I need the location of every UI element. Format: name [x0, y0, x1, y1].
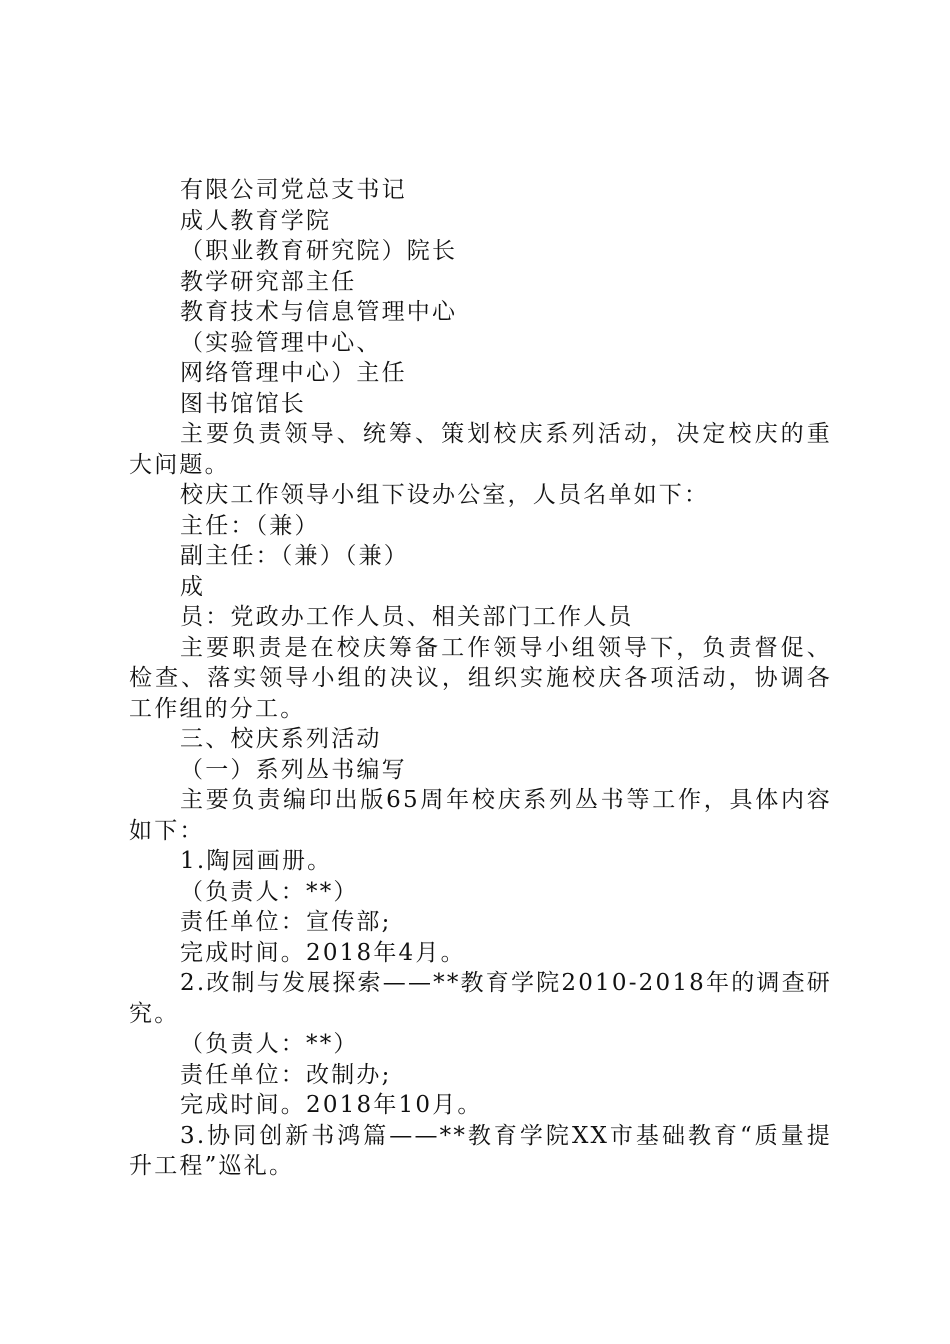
document-body	[129, 175, 832, 1182]
paragraph-27: 3.协同创新书鸿篇——**教育学院XX市基础教育“质量提升工程”巡礼。	[129, 1122, 832, 1179]
paragraph-16: 三、校庆系列活动	[180, 726, 382, 752]
paragraph-3: （职业教育研究院）院长	[180, 238, 458, 264]
paragraph-20: （负责人：**）	[180, 878, 359, 905]
paragraph-21: 责任单位：宣传部;	[180, 909, 392, 935]
paragraph-17: （一）系列丛书编写	[180, 756, 407, 783]
paragraph-1: 有限公司党总支书记	[180, 177, 407, 203]
paragraph-19: 1.陶园画册。	[180, 848, 333, 874]
paragraph-7: 网络管理中心）主任	[180, 360, 407, 386]
paragraph-13: 成	[180, 573, 206, 600]
paragraph-22: 完成时间。2018年4月。	[180, 939, 466, 966]
paragraph-8: 图书馆馆长	[180, 390, 306, 417]
paragraph-14: 员：党政办工作人员、相关部门工作人员	[180, 604, 634, 630]
paragraph-12: 副主任：（兼）（兼）	[180, 543, 409, 569]
paragraph-11: 主任：（兼）	[180, 512, 320, 539]
paragraph-9: 主要负责领导、统筹、策划校庆系列活动，决定校庆的重大问题。	[129, 421, 832, 478]
paragraph-15: 主要职责是在校庆筹备工作领导小组领导下，负责督促、检查、落实领导小组的决议，组织实施校庆各项活动，协调各工作组的分工。	[129, 634, 832, 722]
paragraph-5: 教育技术与信息管理中心	[180, 299, 458, 325]
paragraph-23: 2.改制与发展探索——**教育学院2010-2018年的调查研究。	[129, 970, 832, 1027]
paragraph-26: 完成时间。2018年10月。	[180, 1092, 483, 1118]
paragraph-18: 主要负责编印出版65周年校庆系列丛书等工作，具体内容如下：	[129, 787, 832, 844]
paragraph-4: 教学研究部主任	[180, 268, 357, 295]
paragraph-6: （实验管理中心、	[180, 329, 382, 356]
paragraph-10: 校庆工作领导小组下设办公室，人员名单如下：	[180, 482, 710, 508]
paragraph-24: （负责人：**）	[180, 1031, 359, 1057]
paragraph-2: 成人教育学院	[180, 207, 332, 234]
paragraph-25: 责任单位：改制办;	[180, 1061, 392, 1088]
